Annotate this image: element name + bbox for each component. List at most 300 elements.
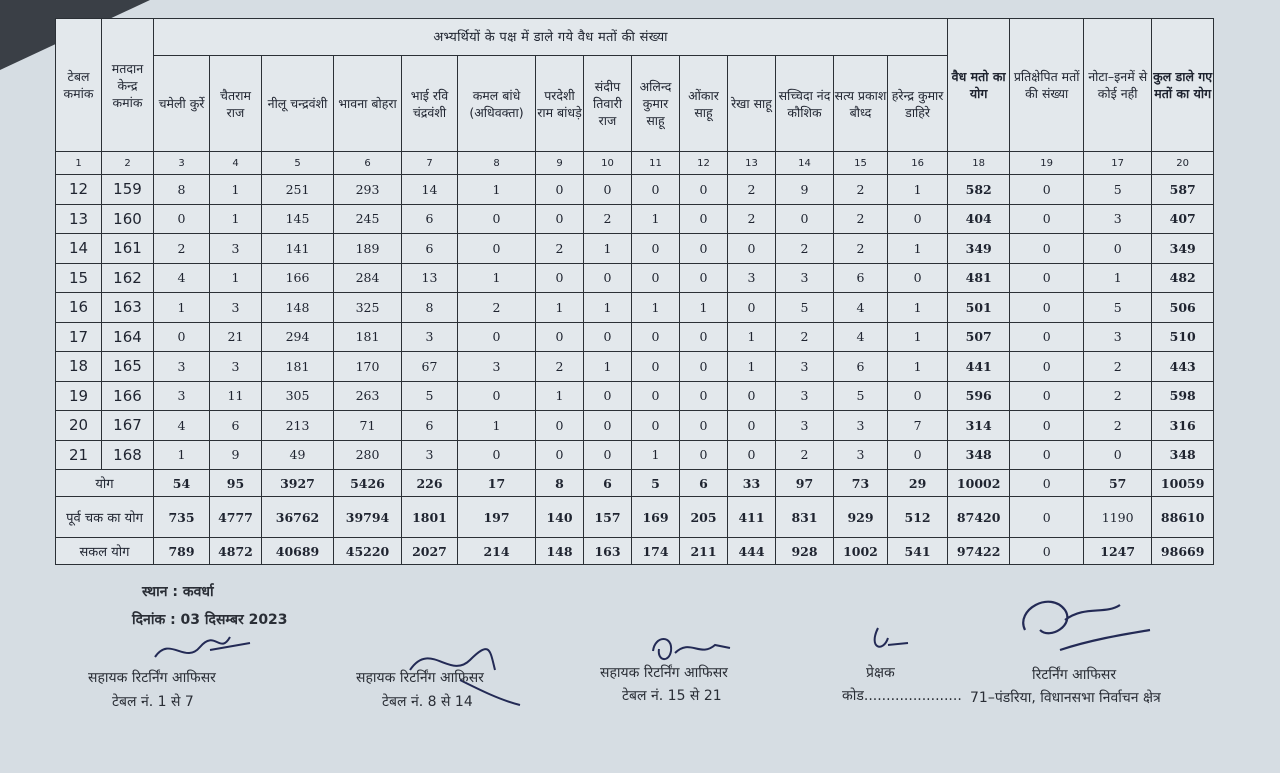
cell-votes: 294: [262, 322, 334, 352]
grand-total-row: [56, 538, 1214, 565]
cell-votes: 0: [536, 440, 584, 470]
cell-votes: 1801: [402, 497, 458, 538]
candidate-header: परदेशी राम बांधड़े: [536, 56, 584, 152]
cell-votes: 0: [680, 440, 728, 470]
cell-booth-no: 167: [102, 411, 154, 441]
cell-votes: 1: [458, 263, 536, 293]
sum-row-label: योग: [56, 470, 154, 497]
cell-votes: 4872: [210, 538, 262, 565]
cell-votes: 3: [834, 411, 888, 441]
cell-votes: 735: [154, 497, 210, 538]
cell-votes: 36762: [262, 497, 334, 538]
cell-tendered: 0: [1010, 497, 1084, 538]
cell-grand-total: 587: [1152, 175, 1214, 205]
cell-votes: 174: [632, 538, 680, 565]
cell-grand-total: 407: [1152, 204, 1214, 234]
cell-votes: 0: [728, 293, 776, 323]
cell-votes: 3: [402, 440, 458, 470]
cell-votes: 284: [334, 263, 402, 293]
candidate-header: अलिन्द कुमार साहू: [632, 56, 680, 152]
cell-votes: 1: [154, 440, 210, 470]
cell-votes: 1: [888, 234, 948, 264]
cell-votes: 6: [584, 470, 632, 497]
sign3-title: सहायक रिटर्निंग आफिसर: [600, 665, 728, 681]
cell-votes: 0: [680, 204, 728, 234]
cell-grand-total: 506: [1152, 293, 1214, 323]
cell-nota: 3: [1084, 204, 1152, 234]
cell-votes: 789: [154, 538, 210, 565]
cell-tendered: 0: [1010, 538, 1084, 565]
cell-grand-total: 10059: [1152, 470, 1214, 497]
cell-votes: 0: [680, 322, 728, 352]
cell-nota: 2: [1084, 381, 1152, 411]
cell-votes: 2: [536, 352, 584, 382]
candidate-header: सच्चिदा नंद कौशिक: [776, 56, 834, 152]
cell-votes: 169: [632, 497, 680, 538]
cell-votes: 6: [402, 234, 458, 264]
cell-votes: 54: [154, 470, 210, 497]
cell-votes: 29: [888, 470, 948, 497]
cell-votes: 929: [834, 497, 888, 538]
column-number: 19: [1010, 152, 1084, 175]
cell-table-no: 18: [56, 352, 102, 382]
cell-votes: 1: [888, 293, 948, 323]
signature-3: [645, 633, 735, 668]
observer-title: प्रेक्षक: [866, 665, 895, 681]
cell-votes: 3: [210, 352, 262, 382]
cell-votes: 4: [834, 322, 888, 352]
cell-votes: 148: [536, 538, 584, 565]
cell-votes: 0: [888, 440, 948, 470]
table-row: [56, 352, 1214, 382]
candidate-header: रेखा साहू: [728, 56, 776, 152]
cell-votes: 9: [210, 440, 262, 470]
cell-tendered: 0: [1010, 470, 1084, 497]
cell-votes: 0: [728, 234, 776, 264]
cell-votes: 0: [536, 322, 584, 352]
cell-grand-total: 443: [1152, 352, 1214, 382]
cell-valid-total: 314: [948, 411, 1010, 441]
cell-grand-total: 348: [1152, 440, 1214, 470]
cell-votes: 181: [262, 352, 334, 382]
cell-votes: 189: [334, 234, 402, 264]
cell-grand-total: 482: [1152, 263, 1214, 293]
cell-tendered: 0: [1010, 411, 1084, 441]
column-number: 13: [728, 152, 776, 175]
vote-count-table: [55, 18, 1214, 565]
cell-votes: 67: [402, 352, 458, 382]
cell-votes: 0: [458, 204, 536, 234]
cell-votes: 2: [776, 234, 834, 264]
cell-votes: 0: [728, 411, 776, 441]
cell-votes: 245: [334, 204, 402, 234]
column-number: 14: [776, 152, 834, 175]
cell-nota: 2: [1084, 352, 1152, 382]
cell-votes: 2: [776, 322, 834, 352]
cell-votes: 14: [402, 175, 458, 205]
cell-votes: 0: [632, 322, 680, 352]
cell-votes: 2: [834, 234, 888, 264]
column-number: 8: [458, 152, 536, 175]
observer-code: कोड......................: [842, 688, 962, 704]
cell-tendered: 0: [1010, 204, 1084, 234]
cell-votes: 2: [154, 234, 210, 264]
cell-votes: 2027: [402, 538, 458, 565]
cell-votes: 3: [210, 293, 262, 323]
cell-nota: 3: [1084, 322, 1152, 352]
cell-votes: 5: [834, 381, 888, 411]
cell-votes: 6: [834, 263, 888, 293]
cell-votes: 163: [584, 538, 632, 565]
candidate-header: हरेन्द्र कुमार डाहिरे: [888, 56, 948, 152]
cell-votes: 226: [402, 470, 458, 497]
cell-votes: 2: [834, 175, 888, 205]
cell-votes: 0: [584, 175, 632, 205]
previous-round-row: [56, 497, 1214, 538]
cell-votes: 0: [632, 411, 680, 441]
ro-title: रिटर्निंग आफिसर: [1032, 667, 1117, 683]
cell-nota: 0: [1084, 440, 1152, 470]
cell-grand-total: 316: [1152, 411, 1214, 441]
cell-booth-no: 168: [102, 440, 154, 470]
cell-booth-no: 161: [102, 234, 154, 264]
cell-votes: 1: [888, 175, 948, 205]
cell-nota: 0: [1084, 234, 1152, 264]
cell-tendered: 0: [1010, 381, 1084, 411]
cell-votes: 2: [776, 440, 834, 470]
cell-votes: 4777: [210, 497, 262, 538]
column-number: 7: [402, 152, 458, 175]
cell-votes: 3: [728, 263, 776, 293]
cell-table-no: 21: [56, 440, 102, 470]
cell-table-no: 19: [56, 381, 102, 411]
candidate-header: भावना बोहरा: [334, 56, 402, 152]
cell-votes: 0: [888, 381, 948, 411]
cell-tendered: 0: [1010, 322, 1084, 352]
cell-votes: 6: [210, 411, 262, 441]
sign1-tables: टेबल नं. 1 से 7: [112, 694, 194, 710]
cell-votes: 6: [680, 470, 728, 497]
column-number: 6: [334, 152, 402, 175]
cell-votes: 1: [888, 352, 948, 382]
column-number: 15: [834, 152, 888, 175]
column-number: 5: [262, 152, 334, 175]
cell-tendered: 0: [1010, 263, 1084, 293]
cell-booth-no: 160: [102, 204, 154, 234]
cell-votes: 0: [154, 322, 210, 352]
cell-votes: 3: [154, 381, 210, 411]
candidate-header: चैतराम राज: [210, 56, 262, 152]
cell-votes: 411: [728, 497, 776, 538]
cell-votes: 39794: [334, 497, 402, 538]
cell-tendered: 0: [1010, 234, 1084, 264]
column-number: 17: [1084, 152, 1152, 175]
table-row: [56, 175, 1214, 205]
table-row: [56, 204, 1214, 234]
cell-votes: 21: [210, 322, 262, 352]
header-tendered: प्रतिक्षेपित मतों की संख्या: [1010, 19, 1084, 152]
cell-votes: 1: [536, 293, 584, 323]
table-row: [56, 263, 1214, 293]
signature-observer: [858, 623, 918, 658]
cell-votes: 0: [680, 263, 728, 293]
cell-valid-total: 87420: [948, 497, 1010, 538]
cell-nota: 5: [1084, 175, 1152, 205]
cell-grand-total: 88610: [1152, 497, 1214, 538]
table-row: [56, 234, 1214, 264]
table-title: अभ्यर्थियों के पक्ष में डाले गये वैध मतों की संख्या: [154, 19, 948, 56]
cell-votes: 1: [458, 411, 536, 441]
cell-votes: 49: [262, 440, 334, 470]
cell-votes: 166: [262, 263, 334, 293]
cell-votes: 11: [210, 381, 262, 411]
cell-votes: 6: [834, 352, 888, 382]
cell-nota: 2: [1084, 411, 1152, 441]
candidate-header: कमल बांधे (अधिवक्ता): [458, 56, 536, 152]
cell-votes: 1: [154, 293, 210, 323]
column-number: 3: [154, 152, 210, 175]
cell-votes: 9: [776, 175, 834, 205]
cell-votes: 512: [888, 497, 948, 538]
cell-votes: 1: [458, 175, 536, 205]
cell-votes: 157: [584, 497, 632, 538]
candidate-header: नीलू चन्द्रवंशी: [262, 56, 334, 152]
table-row: [56, 322, 1214, 352]
header-nota: नोटा–इनमें से कोई नही: [1084, 19, 1152, 152]
cell-votes: 2: [834, 204, 888, 234]
cell-votes: 0: [632, 352, 680, 382]
cell-votes: 0: [728, 440, 776, 470]
cell-tendered: 0: [1010, 440, 1084, 470]
cell-votes: 0: [536, 175, 584, 205]
cell-votes: 1: [680, 293, 728, 323]
cell-tendered: 0: [1010, 175, 1084, 205]
cell-votes: 0: [584, 440, 632, 470]
cell-votes: 5: [402, 381, 458, 411]
cell-votes: 2: [458, 293, 536, 323]
cell-votes: 8: [402, 293, 458, 323]
cell-votes: 0: [584, 411, 632, 441]
candidate-header: सत्य प्रकाश बौध्द: [834, 56, 888, 152]
column-number: 10: [584, 152, 632, 175]
cell-votes: 0: [728, 381, 776, 411]
cell-valid-total: 507: [948, 322, 1010, 352]
cell-votes: 0: [584, 381, 632, 411]
cell-valid-total: 349: [948, 234, 1010, 264]
cell-votes: 140: [536, 497, 584, 538]
sign3-tables: टेबल नं. 15 से 21: [622, 688, 722, 704]
cell-votes: 0: [632, 381, 680, 411]
cell-votes: 3: [776, 352, 834, 382]
cell-votes: 0: [536, 263, 584, 293]
candidate-header: ओंकार साहू: [680, 56, 728, 152]
cell-votes: 2: [536, 234, 584, 264]
header-table-no: टेबल कमांक: [56, 19, 102, 152]
cell-votes: 1: [632, 204, 680, 234]
cell-nota: 1: [1084, 263, 1152, 293]
cell-votes: 0: [776, 204, 834, 234]
cell-table-no: 12: [56, 175, 102, 205]
candidate-header: भाई रवि चंद्रवंशी: [402, 56, 458, 152]
cell-votes: 145: [262, 204, 334, 234]
sum-row: [56, 470, 1214, 497]
cell-votes: 213: [262, 411, 334, 441]
cell-votes: 95: [210, 470, 262, 497]
cell-votes: 3927: [262, 470, 334, 497]
cell-table-no: 17: [56, 322, 102, 352]
cell-table-no: 15: [56, 263, 102, 293]
cell-votes: 1: [888, 322, 948, 352]
cell-votes: 3: [834, 440, 888, 470]
cell-votes: 263: [334, 381, 402, 411]
cell-votes: 280: [334, 440, 402, 470]
signature-1: [150, 625, 260, 670]
cell-votes: 3: [210, 234, 262, 264]
column-number: 16: [888, 152, 948, 175]
cell-votes: 71: [334, 411, 402, 441]
cell-valid-total: 404: [948, 204, 1010, 234]
cell-votes: 251: [262, 175, 334, 205]
cell-votes: 211: [680, 538, 728, 565]
cell-table-no: 13: [56, 204, 102, 234]
cell-votes: 2: [728, 204, 776, 234]
cell-votes: 0: [584, 322, 632, 352]
cell-votes: 3: [776, 381, 834, 411]
sign2-tables: टेबल नं. 8 से 14: [382, 694, 473, 710]
cell-votes: 5426: [334, 470, 402, 497]
cell-votes: 8: [154, 175, 210, 205]
cell-tendered: 0: [1010, 293, 1084, 323]
cell-valid-total: 348: [948, 440, 1010, 470]
column-number: 20: [1152, 152, 1214, 175]
cell-votes: 3: [776, 263, 834, 293]
column-number: 1: [56, 152, 102, 175]
cell-votes: 325: [334, 293, 402, 323]
cell-votes: 13: [402, 263, 458, 293]
cell-votes: 6: [402, 204, 458, 234]
cell-valid-total: 481: [948, 263, 1010, 293]
grand-total-row-label: सकल योग: [56, 538, 154, 565]
cell-votes: 4: [154, 411, 210, 441]
cell-votes: 33: [728, 470, 776, 497]
cell-votes: 293: [334, 175, 402, 205]
cell-grand-total: 598: [1152, 381, 1214, 411]
cell-votes: 4: [834, 293, 888, 323]
cell-votes: 1: [210, 204, 262, 234]
column-number: 12: [680, 152, 728, 175]
place-label: स्थान : कवर्धा: [142, 584, 214, 600]
cell-votes: 4: [154, 263, 210, 293]
cell-tendered: 0: [1010, 352, 1084, 382]
cell-votes: 0: [680, 381, 728, 411]
cell-votes: 928: [776, 538, 834, 565]
cell-grand-total: 349: [1152, 234, 1214, 264]
cell-votes: 40689: [262, 538, 334, 565]
table-row: [56, 411, 1214, 441]
sign1-title: सहायक रिटर्निंग आफिसर: [88, 670, 216, 686]
cell-grand-total: 510: [1152, 322, 1214, 352]
cell-votes: 444: [728, 538, 776, 565]
cell-votes: 2: [728, 175, 776, 205]
cell-votes: 2: [584, 204, 632, 234]
table-row: [56, 440, 1214, 470]
cell-valid-total: 501: [948, 293, 1010, 323]
column-number: 2: [102, 152, 154, 175]
cell-votes: 73: [834, 470, 888, 497]
cell-valid-total: 97422: [948, 538, 1010, 565]
cell-votes: 1: [632, 440, 680, 470]
cell-nota: 1190: [1084, 497, 1152, 538]
cell-votes: 5: [776, 293, 834, 323]
table-row: [56, 293, 1214, 323]
cell-grand-total: 98669: [1152, 538, 1214, 565]
cell-votes: 0: [458, 234, 536, 264]
cell-votes: 0: [632, 175, 680, 205]
cell-booth-no: 164: [102, 322, 154, 352]
cell-votes: 1002: [834, 538, 888, 565]
column-number: 4: [210, 152, 262, 175]
cell-booth-no: 166: [102, 381, 154, 411]
date-label: दिनांक : 03 दिसम्बर 2023: [132, 612, 288, 628]
cell-valid-total: 10002: [948, 470, 1010, 497]
cell-valid-total: 596: [948, 381, 1010, 411]
cell-votes: 97: [776, 470, 834, 497]
cell-valid-total: 441: [948, 352, 1010, 382]
cell-votes: 214: [458, 538, 536, 565]
previous-round-row-label: पूर्व चक का योग: [56, 497, 154, 538]
cell-votes: 7: [888, 411, 948, 441]
cell-booth-no: 159: [102, 175, 154, 205]
cell-votes: 8: [536, 470, 584, 497]
cell-table-no: 14: [56, 234, 102, 264]
cell-votes: 1: [210, 175, 262, 205]
column-number: 9: [536, 152, 584, 175]
cell-votes: 1: [584, 293, 632, 323]
cell-votes: 0: [458, 381, 536, 411]
cell-votes: 0: [632, 234, 680, 264]
signature-2: [400, 640, 540, 710]
signature-returning-officer: [1010, 590, 1160, 665]
cell-votes: 0: [458, 322, 536, 352]
cell-votes: 148: [262, 293, 334, 323]
cell-booth-no: 162: [102, 263, 154, 293]
cell-votes: 0: [888, 204, 948, 234]
cell-votes: 1: [728, 352, 776, 382]
cell-votes: 3: [458, 352, 536, 382]
cell-votes: 3: [776, 411, 834, 441]
cell-votes: 3: [154, 352, 210, 382]
cell-votes: 181: [334, 322, 402, 352]
cell-votes: 0: [536, 411, 584, 441]
cell-votes: 0: [680, 234, 728, 264]
cell-votes: 0: [584, 263, 632, 293]
cell-votes: 0: [632, 263, 680, 293]
cell-table-no: 20: [56, 411, 102, 441]
cell-nota: 1247: [1084, 538, 1152, 565]
cell-votes: 6: [402, 411, 458, 441]
cell-votes: 141: [262, 234, 334, 264]
header-booth-no: मतदान केन्द्र कमांक: [102, 19, 154, 152]
cell-votes: 1: [210, 263, 262, 293]
column-number: 18: [948, 152, 1010, 175]
header-grand-total: कुल डाले गए मतों का योग: [1152, 19, 1214, 152]
cell-votes: 0: [458, 440, 536, 470]
cell-votes: 1: [584, 352, 632, 382]
column-number: 11: [632, 152, 680, 175]
table-row: [56, 381, 1214, 411]
cell-votes: 205: [680, 497, 728, 538]
cell-table-no: 16: [56, 293, 102, 323]
